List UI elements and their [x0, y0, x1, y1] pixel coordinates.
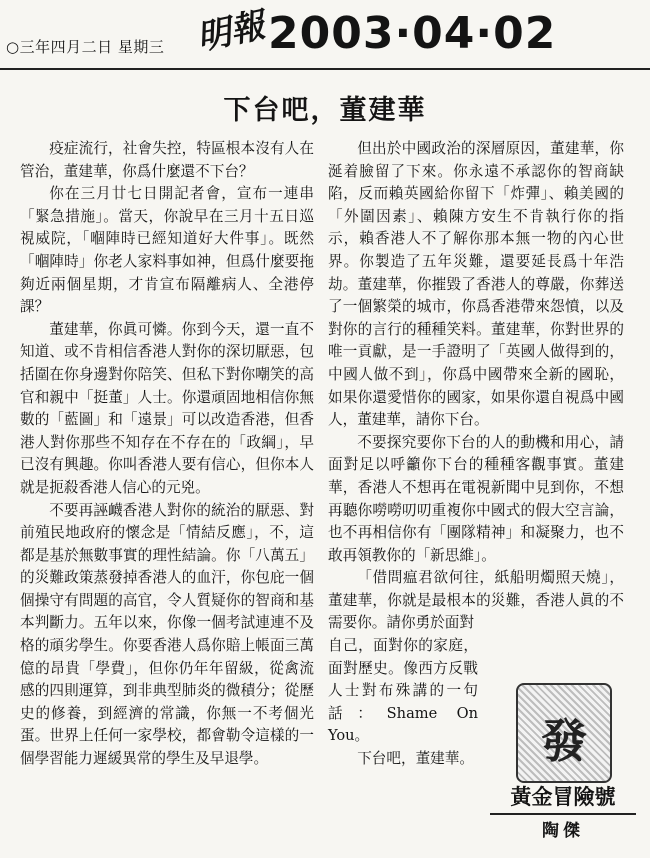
paragraph: 下台吧，董建華。 — [357, 749, 474, 767]
seal-glyph: 發 — [541, 714, 587, 768]
column-seal-logo — [516, 683, 612, 783]
issue-date: 2003·04·02 — [268, 8, 557, 59]
paragraph: 你在三月廿七日開記者會，宣布一連串「緊急措施」。當天，你說早在三月十五日巡視威院，「嗰陣時已經知道好大件事」。既然「嗰陣時」你老人家料事如神，但爲什麼要拖夠近兩個星期，才肯宣布隔離病人、全港停課？ — [20, 185, 314, 316]
article-column-left — [20, 138, 314, 771]
article-column-right-tail — [328, 635, 478, 771]
paragraph: 「借問瘟君欲何往，紙船明燭照天燒」，董建華，你就是最根本的災難，香港人眞的不需要你。請你勇於面對 — [328, 569, 624, 632]
paragraph: 疫症流行，社會失控，特區根本沒有人在管治，董建華，你爲什麼還不下台？ — [20, 140, 314, 180]
header-rule — [0, 68, 650, 70]
chinese-date: ○三年四月二日 星期三 — [6, 38, 165, 56]
article-title: 下台吧，董建華 — [223, 95, 427, 126]
column-name: 黃金冒險號 — [490, 781, 636, 815]
paragraph: 不要探究要你下台的人的動機和用心，請面對足以呼籲你下台的種種客觀事實。董建華，香港人不想再在電視新聞中見到你，不想再聽你嘮嘮叨叨重複你中國式的假大空言論，也不再相信你有「團隊精神」和凝聚力，也不敢再領教你的「新思維」。 — [328, 433, 624, 564]
newspaper-header — [0, 0, 650, 70]
article-column-right — [328, 138, 624, 635]
paragraph: 但出於中國政治的深層原因，董建華，你涎着臉留了下來。你永遠不承認你的智商缺陷，反而賴英國給你留下「炸彈」、賴美國的「外圍因素」、賴陳方安生不肯執行你的指示，賴香港人不了解你那本無一物的內心世界。你製造了五年災難，還要延長爲十年浩劫。董建華，你摧毀了香港人的尊嚴，你葬送了一個繁榮的城市，你爲香港帶來怨憤，以及對你的言行的種種笑料。董建華，你對世界的唯一貢獻，是一手證明了「英國人做得到的，中國人做不到」，你爲中國帶來全新的國恥，如果你還愛惜你的國家，如果你還自視爲中國人，董建華，請你下台。 — [328, 140, 624, 429]
paragraph: 不要再誣衊香港人對你的統治的厭惡、對前殖民地政府的懷念是「情結反應」，不，這都是基於無數事實的理性結論。你「八萬五」的災難政策蒸發掉香港人的血汗，你包庇一個個操守有問題的高官，令人質疑你的智商和基本判斷力。五年以來，你像一個考試連連不及格的頑劣學生。你要香港人爲你賠上帳面三萬億的昂貴「學費」，但你仍年年留級，從禽流感的四則運算，到非典型肺炎的微積分；從歷史的修養，到經濟的常識，你無一不考個光蛋。世界上任何一家學校，都會勒令這樣的一個學習能力遲緩異常的學生及早退學。 — [20, 501, 314, 768]
paragraph: 董建華，你眞可憐。你到今天，還一直不知道、或不肯相信香港人對你的深切厭惡，包括圍在你身邊對你陪笑、但私下對你嘲笑的高官和親中「挺董」人士。你還頑固地相信你無數的「藍圖」和「遠景」可以改造香港，但香港人對你那些不知存在不存在的「政綱」，早已沒有興趣。你叫香港人要有信心，但你本人就是扼殺香港人信心的元兇。 — [20, 320, 314, 496]
masthead-logo: 明報 — [193, 5, 269, 59]
author-name: 陶傑 — [542, 821, 584, 841]
paragraph: 自己，面對你的家庭，面對歷史。像西方反戰人士對布殊講的一句話：Shame On You。 — [328, 637, 478, 745]
